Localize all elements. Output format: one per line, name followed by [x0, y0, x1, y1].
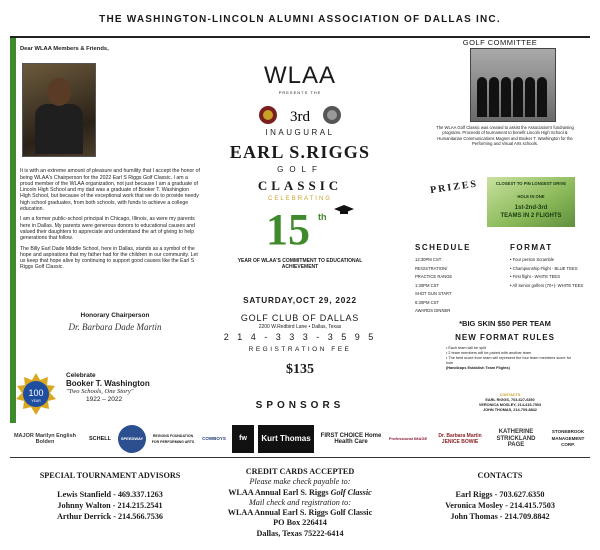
venue-phone: 2 1 4 - 3 3 3 - 3 5 9 5: [223, 332, 377, 342]
advisors-block: [10, 470, 210, 522]
footer-divider: [10, 457, 590, 458]
credit-line-4: WLAA Annual Earl S. Riggs Golf Classic: [227, 508, 373, 518]
schedule-item: REGISTRATION/: [415, 265, 448, 271]
venue-name: GOLF CLUB OF DALLAS: [240, 313, 360, 323]
anniversary-suffix: th: [318, 212, 327, 222]
celebrate-years: 1922 – 2022: [86, 396, 123, 403]
letter-paragraph-1: It is with an extreme amount of pleasure and humility that I accept the honor of being WLAA's Chairperson for the 2022 Earl S Riggs Golf Classic. I am a proud member of the WLAA organization, not just because I am a graduate of Lincoln High School and my dad was a graduate of Booker T. Washington High School, but because of the exceptional work that we do to provide needy high school graduates, from both schools, with funds to achieve a college education.: [20, 168, 200, 213]
golf-committee-text: The WLAA Golf Classic was created to assist the Association's fundraising programs. Proceeds of tournament to benefit Lincoln High School & Humanitarian Communications Magnet and Booker T. Washington for the Performing and Visual Arts schools.: [436, 125, 574, 147]
chair-title: Honorary Chairperson: [80, 312, 150, 319]
header-title: THE WASHINGTON-LINCOLN ALUMNI ASSOCIATION OF DALLAS INC.: [99, 14, 501, 25]
sponsor-logo: FIRST CHOICE Home Health Care: [320, 432, 382, 445]
small-contact-line: JOHN THOMAS, 214-709-8842: [483, 408, 537, 412]
registration-fee-label: REGISTRATION FEE: [248, 346, 352, 353]
sponsor-logo: REGIONS FOUNDATION FOR PERFORMING ARTS: [151, 433, 195, 444]
chair-signature: Dr. Barbara Dade Martin: [68, 322, 162, 332]
registration-fee: $135: [286, 362, 314, 377]
classic-text: CLASSIC: [257, 178, 343, 193]
sponsors-title: SPONSORS: [255, 400, 345, 411]
wlaa-logo: WLAA: [263, 62, 336, 89]
schedule-item: PRACTICE RANGE: [415, 274, 453, 279]
rule-item: • The best score from team will represent the four team members score for hole: [446, 356, 572, 365]
contacts-title: CONTACTS: [477, 471, 523, 480]
sponsor-logo: Kurt Thomas: [258, 425, 314, 453]
contacts-block: [400, 470, 600, 522]
schedule-title: SCHEDULE: [415, 243, 472, 252]
anniversary-number: 15: [266, 205, 310, 254]
schedule-item: 6:30PM CST: [415, 299, 439, 305]
format-item: • All Senior golfers (70+)- WHITE TEES: [510, 282, 584, 288]
celebrate-school: Booker T. Washington: [66, 379, 150, 388]
celebrating-text: CELEBRATING: [268, 196, 332, 202]
prizes-banner: [487, 177, 575, 227]
new-rules-list: [446, 346, 576, 371]
golf-committee-title: GOLF COMMITTEE: [462, 38, 538, 47]
sponsor-logo: COWBOYS: [202, 435, 226, 441]
credit-title: CREDIT CARDS ACCEPTED: [245, 467, 355, 476]
contact-line: Earl Riggs - 703.627.6350: [455, 490, 545, 499]
rule-item: (Handicaps Establish Team Flights): [446, 366, 510, 370]
third-badge: [258, 104, 342, 126]
prizes-title: PRIZES: [429, 178, 479, 197]
schedule-item: 1:30PM CST: [415, 282, 439, 288]
prize-places: 1st-2nd-3rd: [514, 205, 548, 211]
celebrate-block: [66, 372, 206, 404]
credit-line-2: [200, 488, 400, 498]
rule-item: • Each team will be split: [446, 346, 486, 350]
contact-line: Veronica Mosley - 214.415.7503: [445, 501, 555, 510]
credit-line-5: PO Box 226414: [273, 518, 327, 528]
format-title: FORMAT: [510, 243, 553, 252]
format-item: • Four person Scramble: [510, 257, 555, 262]
letter-paragraph-3: The Billy Earl Dade Middle School, here in Dallas, stands as a symbol of the hope and aspirations that my father had for the children in our community. Let us keep that hope alive by continuing to support good causes like the Earl S Riggs Golf Classic.: [20, 245, 198, 271]
rule-item: • 2 team members will be paired with another team: [446, 351, 532, 355]
credit-line-3: Mail check and registration to:: [248, 497, 352, 507]
schedule-item: 12:30PM CST: [415, 257, 442, 262]
letter-greeting: Dear WLAA Members & Friends,: [20, 46, 109, 52]
schedule-item: SHOT GUN START: [415, 291, 452, 296]
format-list: [510, 256, 595, 290]
prize-closest-longest: CLOSEST TO PIN LONGEST DRIVE: [495, 181, 567, 186]
sponsor-logo: KATHERINE STRICKLAND PAGE: [496, 429, 536, 449]
photo-figure-body: [35, 104, 83, 154]
credit-line-6: Dallas, Texas 75222-6414: [256, 528, 344, 538]
big-skin-text: *BIG SKIN $50 PER TEAM: [459, 319, 551, 328]
schedule-list: [415, 256, 505, 316]
small-contact-line: EARL RIGGS, 703-627-6350: [485, 398, 535, 402]
golf-text: GOLF: [277, 165, 323, 174]
sponsor-logo: Professional IMAGE: [388, 435, 428, 441]
sponsor-logo: SCHELL: [89, 435, 111, 442]
letter-paragraph-2: I am a former public-school principal in Chicago, Illinois, as were my parents here in Dallas. My parents were generous donors to educational causes and valued their daughters to appreciate and understand the art of giving to help generations that follow.: [20, 216, 196, 242]
sponsor-logo: Dr. Barbara Martin JENICE BOWIE: [438, 432, 482, 445]
event-date: SATURDAY,OCT 29, 2022: [243, 296, 357, 305]
credit-line-2b: Golf Classic: [330, 487, 372, 497]
schedule-item: AWARDS DINNER: [415, 308, 451, 313]
prize-teams: TEAMS IN 2 FLIGHTS: [500, 213, 562, 219]
centennial-seal-icon: [14, 372, 58, 416]
prize-hole-in-one: HOLE IN ONE: [517, 194, 545, 199]
sponsor-logo: MAJOR Marilyn English Bolden: [13, 432, 77, 445]
celebrate-label: Celebrate: [66, 372, 96, 379]
sponsor-logo: fw: [232, 425, 254, 453]
format-item: • First flight - WHITE TEES: [510, 274, 561, 279]
small-contacts: [430, 393, 590, 413]
contact-line: John Thomas - 214.709.8842: [450, 512, 550, 521]
payment-block: [200, 467, 400, 539]
advisor-line: Johnny Walton - 214.215.2541: [57, 501, 163, 510]
golf-committee-photo: [470, 48, 556, 122]
presents-text: PRESENTS THE: [278, 90, 322, 95]
venue-address: 2200 W.Redbird Lane • Dallas, Texas: [258, 324, 342, 330]
advisors-title: SPECIAL TOURNAMENT ADVISORS: [39, 471, 181, 480]
small-contacts-label: CONTACTS: [499, 393, 521, 397]
event-name: EARL S.RIGGS: [229, 142, 371, 162]
ordinal-text: 3rd: [290, 109, 310, 125]
credit-line-1: Please make check payable to:: [249, 477, 351, 487]
advisor-line: Arthur Derrick - 214.566.7536: [56, 512, 164, 521]
graduation-cap-icon: [334, 205, 354, 215]
new-rules-title: NEW FORMAT RULES: [455, 333, 555, 342]
green-side-bar: [10, 38, 16, 423]
seal-number: 100: [28, 388, 44, 398]
inaugural-text: INAUGURAL: [265, 128, 335, 137]
sponsor-logo: SPEEDWAY: [118, 425, 146, 453]
advisor-line: Lewis Stanfield - 469.337.1263: [57, 490, 163, 499]
celebrate-motto: "Two Schools, One Story": [66, 388, 134, 395]
commitment-text: YEAR OF WLAA'S COMMITMENT TO EDUCATIONAL ACHIEVEMENT: [237, 258, 363, 270]
sponsor-logo-row: [10, 425, 590, 453]
chairperson-photo: [22, 63, 96, 157]
sponsor-logo: STONEBROOK MANAGEMENT CORP.: [551, 429, 585, 448]
format-item: • Championship Flight - BLUE TEES: [510, 265, 578, 271]
credit-line-2a: WLAA Annual Earl S. Riggs: [228, 487, 331, 497]
photo-figure-face: [47, 78, 71, 106]
small-contact-line: VERONICA MOSLEY, 214-415-7503: [478, 403, 542, 407]
seal-word: YEAR: [31, 399, 41, 403]
